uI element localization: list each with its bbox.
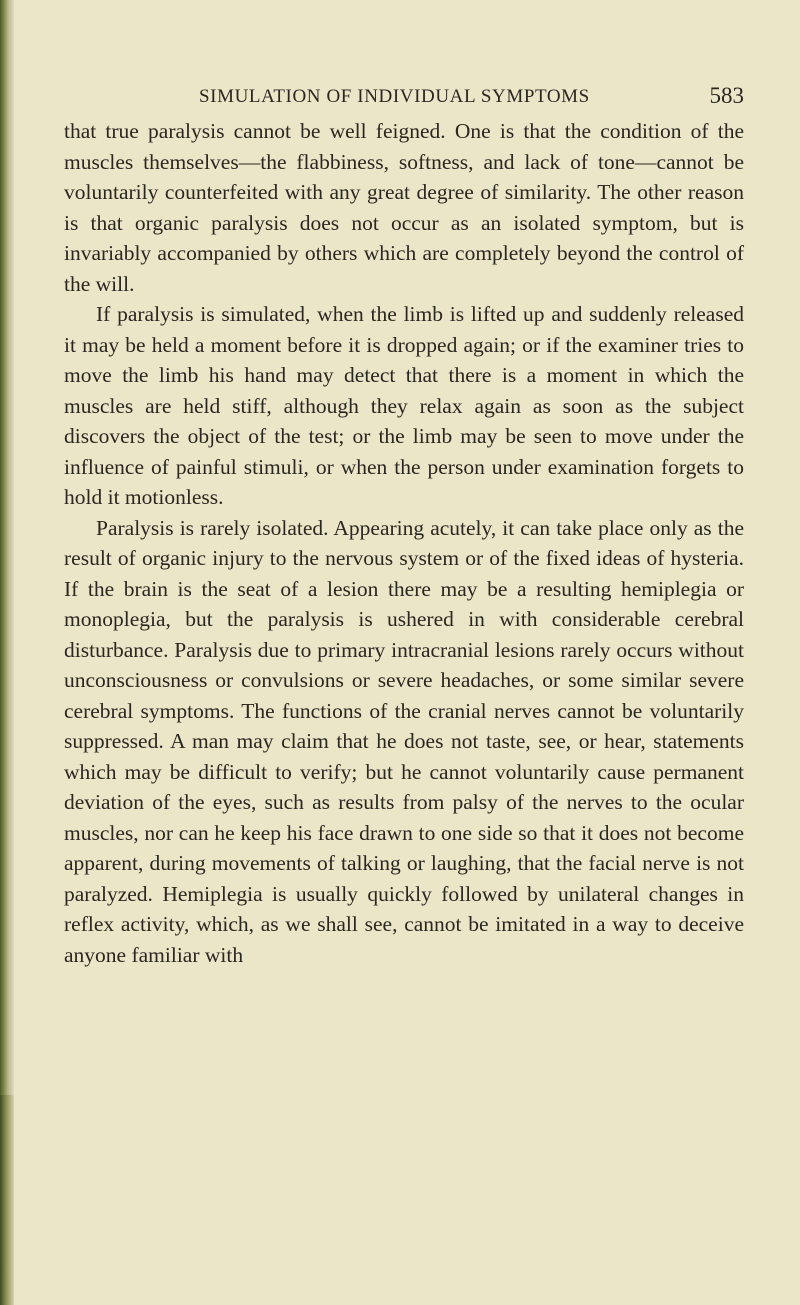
page-number: 583 (709, 83, 744, 108)
paragraph-isolated-paralysis: Paralysis is rarely isolated. Appearing acutely, it can take place only as the result of organic injury to the nervous system or of the fixed ideas of hysteria. If the brain is the seat of a lesion there may be a resulting hemiplegia or monoplegia, but the paralysis is ushered in with considerable cerebral disturbance. Paralysis due to primary intracranial lesions rarely occurs without unconsciousness or convulsions or severe headaches, or some similar severe cerebral symptoms. The functions of the cranial nerves cannot be voluntarily suppressed. A man may claim that he does not taste, see, or hear, statements which may be difficult to verify; but he cannot voluntarily cause permanent deviation of the eyes, such as results from palsy of the nerves to the ocular muscles, nor can he keep his face drawn to one side so that it does not become apparent, during movements of talking or laughing, that the facial nerve is not paralyzed. Hemiplegia is usually quickly followed by unilateral changes in reflex activity, which, as we shall see, cannot be imitated in a way to deceive anyone familiar with (64, 515, 744, 967)
body-text (64, 116, 744, 970)
page-binding-edge (0, 0, 14, 1305)
book-page (64, 76, 744, 970)
paragraph-simulated-paralysis: If paralysis is simulated, when the limb is lifted up and suddenly released it may be held a moment before it is dropped again; or if the examiner tries to move the limb his hand may detect that there is a moment in which the muscles are held stiff, although they relax again as soon as the subject discovers the object of the test; or the limb may be seen to move under the influence of painful stimuli, or when the person under examination forgets to hold it motionless. (64, 302, 744, 509)
running-head-title: SIMULATION OF INDIVIDUAL SYMPTOMS (199, 86, 590, 107)
running-head (64, 76, 744, 116)
paragraph-continuation: that true paralysis cannot be well feigned. One is that the condition of the muscles themselves—the flabbiness, softness, and lack of tone—cannot be voluntarily counterfeited with any great degree of similarity. The other reason is that organic paralysis does not occur as an isolated symptom, but is invariably accompanied by others which are completely beyond the control of the will. (64, 119, 744, 296)
